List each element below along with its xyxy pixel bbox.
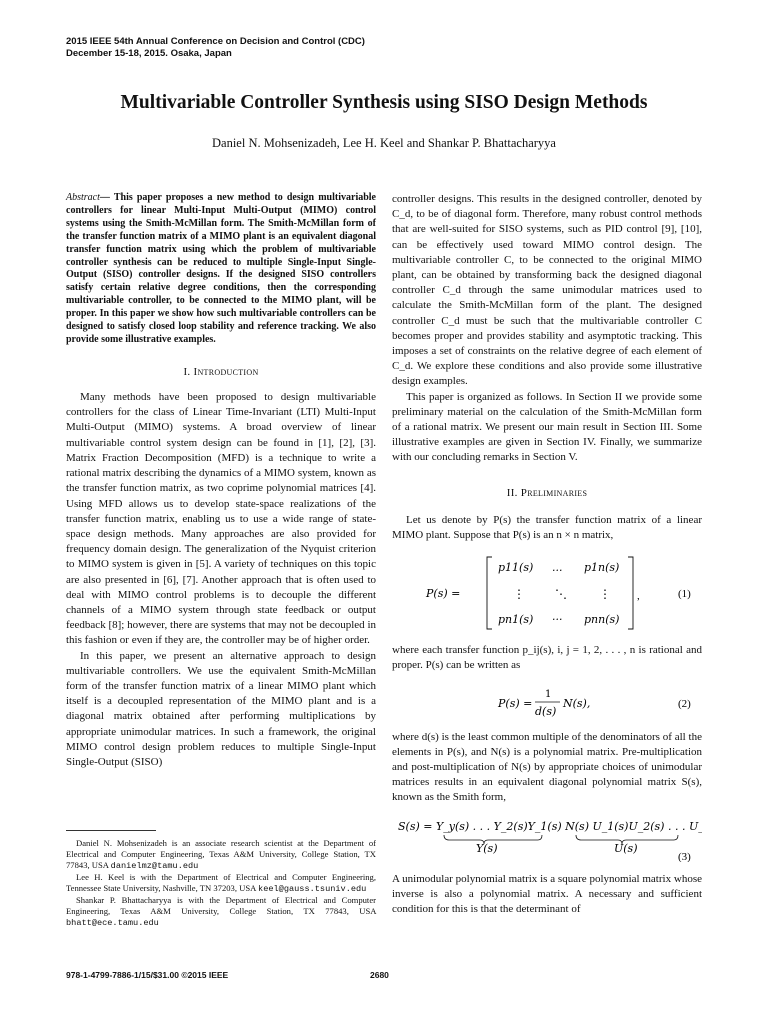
equation-1	[392, 551, 702, 635]
conference-dates: December 15-18, 2015. Osaka, Japan	[66, 48, 232, 59]
footnote-3: Shankar P. Bhattacharyya is with the Department of Electrical and Computer Engineering, Texas A&M University, College Station, TX 77843, USA bhatt@ece.tamu.edu	[66, 895, 376, 928]
equation-2	[392, 682, 702, 722]
eq2-number: (2)	[678, 697, 691, 710]
conference-header	[66, 36, 706, 60]
paper-title: Multivariable Controller Synthesis using SISO Design Methods	[120, 92, 648, 113]
equation-2-svg	[392, 682, 702, 722]
footnote-2: Lee H. Keel is with the Department of Electrical and Computer Engineering, Tennessee State University, Nashville, TN 37203, USA keel@gauss.tsuniv.edu	[66, 872, 376, 894]
eq3-under-u: U(s)	[614, 841, 638, 855]
prelim-paragraph-3: where d(s) is the least common multiple of the denominators of all the elements in P(s), and N(s) is a polynomial matrix. Pre-multiplication and post-multiplication of N(s) by appropriate choices of unimodular matrices results in an equivalent diagonal polynomial matrix S(s), known as the Smith form,	[392, 730, 702, 804]
email-3: bhatt@ece.tamu.edu	[66, 918, 159, 928]
intro-heading: I. Introduction	[183, 365, 259, 378]
eq1-ddots: ⋱	[555, 587, 567, 602]
equation-3-svg	[392, 816, 702, 862]
eq1-number: (1)	[678, 588, 691, 601]
intro-paragraph-1: Many methods have been proposed to design multivariable controllers for the class of Linear Time-Invariant (LTI) Multi-Input Multi-Output (MIMO) systems. A broad overview of linear multivariable control system design can be found in [1], [2], [3]. Matrix Fraction Decomposition (MFD) is a technique to write a rational matrix describing the dynamics of a MIMO system, known as the transfer function matrix, as two coprime polynomial matrices [4]. Using MFD allows us to develop state-space realizations of the transfer function matrix, enabling us to use a wide range of state-space design methods. Many approaches are also provided for frequency domain design. The generalization of the Nyquist criterion to MIMO system is given in [5]. A variety of techniques on this topic are also presented in [6], [7]. Another approach that is often used to deal with MIMO control problems is to decouple the different channels of a MIMO system through state feedback or output feedback [8]; however, there are systems that may not be decoupled in this fashion or even if they are, the controller may be of higher order.	[66, 391, 376, 647]
svg-text:,: ,	[637, 590, 640, 603]
intro-paragraph-2: In this paper, we present an alternative approach to design multivariable controllers. We use the equivalent Smith-McMillan form of the transfer function matrix of a linear MIMO plant which itself is a decoupled representation of the MIMO plant and is a diagonal matrix obtained after performing multiplications by appropriate unimodular matrices. In such a framework, the original MIMO control design problem reduces to multiple Single-Input Single-Output (SISO)	[66, 649, 376, 768]
equation-1-matrix	[392, 551, 702, 635]
eq1-mn1: pn1(s)	[498, 613, 534, 627]
eq1-m11: p11(s)	[498, 561, 534, 575]
paper-authors: Daniel N. Mohsenizadeh, Lee H. Keel and Shankar P. Bhattacharyya	[212, 136, 556, 150]
eq1-lhs: P(s) =	[426, 587, 461, 601]
email-2: keel@gauss.tsuniv.edu	[258, 884, 367, 894]
eq1-m1n: p1n(s)	[584, 561, 620, 575]
footnotes	[66, 838, 376, 929]
prelim-paragraph-2: where each transfer function p_ij(s), i, j = 1, 2, . . . , n is rational and proper. P(s) can be written as	[392, 644, 702, 672]
footnote-1: Daniel N. Mohsenizadeh is an associate research scientist at the Department of Electrical and Computer Engineering, Texas A&M University, College Station, TX 77843, USA danielmz@tamu.edu	[66, 838, 376, 871]
right-paragraph-2: This paper is organized as follows. In Section II we provide some preliminary material on the calculation of the Smith-McMillan form of a rational matrix. We present our main result in Section III. Some illustrative examples are given in Section IV. Finally, we summarize with our concluding remarks in Section V.	[392, 390, 702, 464]
eq2-lhs: P(s) =	[498, 696, 533, 710]
eq2-denominator: d(s)	[535, 704, 557, 718]
left-column	[66, 192, 376, 770]
abstract-text: — This paper proposes a new method to design multivariable controllers for linear Multi-Input Multi-Output (MIMO) control systems using the Smith-McMillan form. The Smith-McMillan form of the transfer function matrix of a MIMO plant is an equivalent diagonal transfer function matrix using which the problem of multivariable controller synthesis can be reduced to multiple Single-Input Single-Output (SISO) controller designs. If the designed SISO controllers satisfy certain relative degree conditions, then the corresponding multivariable controller, to be connected to the MIMO plant, will be proper. In this paper we show how such multivariable controllers can be designed to satisfy closed loop stability and reference tracking. We also provide some illustrative examples.	[66, 192, 376, 345]
eq1-mnn: pnn(s)	[584, 613, 620, 627]
conference-name: 2015 IEEE 54th Annual Conference on Decision and Control (CDC)	[66, 36, 365, 47]
eq2-numerator: 1	[545, 688, 552, 700]
eq1-vdots-left: ⋮	[513, 587, 525, 602]
abstract	[66, 192, 376, 347]
right-column	[392, 192, 702, 917]
eq3-text: S(s) = Y_y(s) . . . Y_2(s)Y_1(s) N(s) U_1(s)U_2(s) . . . U_u(s) .	[398, 819, 702, 833]
equation-3	[392, 816, 702, 862]
abstract-label: Abstract	[66, 192, 100, 203]
eq1-mndots: ···	[552, 613, 563, 627]
footnote-rule	[66, 830, 156, 831]
isbn-footer: 978-1-4799-7886-1/15/$31.00 ©2015 IEEE	[66, 970, 229, 980]
prelim-paragraph-1: Let us denote by P(s) the transfer function matrix of a linear MIMO plant. Suppose that P(s) is an n × n matrix,	[392, 513, 702, 542]
eq2-rhs: N(s),	[563, 696, 591, 710]
email-1: danielmz@tamu.edu	[110, 861, 199, 871]
right-paragraph-1: controller designs. This results in the designed controller, denoted by C_d, to be of diagonal form. Therefore, many robust control methods that are well-suited for SISO systems, such as PID control [9], [10], can be effectively used toward MIMO control design. The multivariable controller C, to be connected to the original MIMO plant, can be obtained by transforming back the designed diagonal controller C_d through the same unimodular matrices used to calculate the Smith-McMillan form of the plant. The designed controller C_d must be such that the multivariable controller C becomes proper and provides stability and asymptotic tracking. This imposes a set of constraints on the relative degree of each element of C_d. We explore these conditions and also provide some illustrative design examples.	[392, 193, 702, 388]
eq1-vdots-right: ⋮	[599, 587, 611, 602]
eq1-m1dots: ...	[552, 561, 563, 575]
eq3-under-y: Y(s)	[476, 841, 498, 855]
page-number: 2680	[370, 970, 389, 980]
eq3-number: (3)	[678, 850, 691, 862]
preliminaries-heading: II. Preliminaries	[506, 486, 588, 499]
prelim-paragraph-4: A unimodular polynomial matrix is a square polynomial matrix whose inverse is also a polynomial matrix. A necessary and sufficient condition for this is that the determinant of	[392, 872, 702, 916]
